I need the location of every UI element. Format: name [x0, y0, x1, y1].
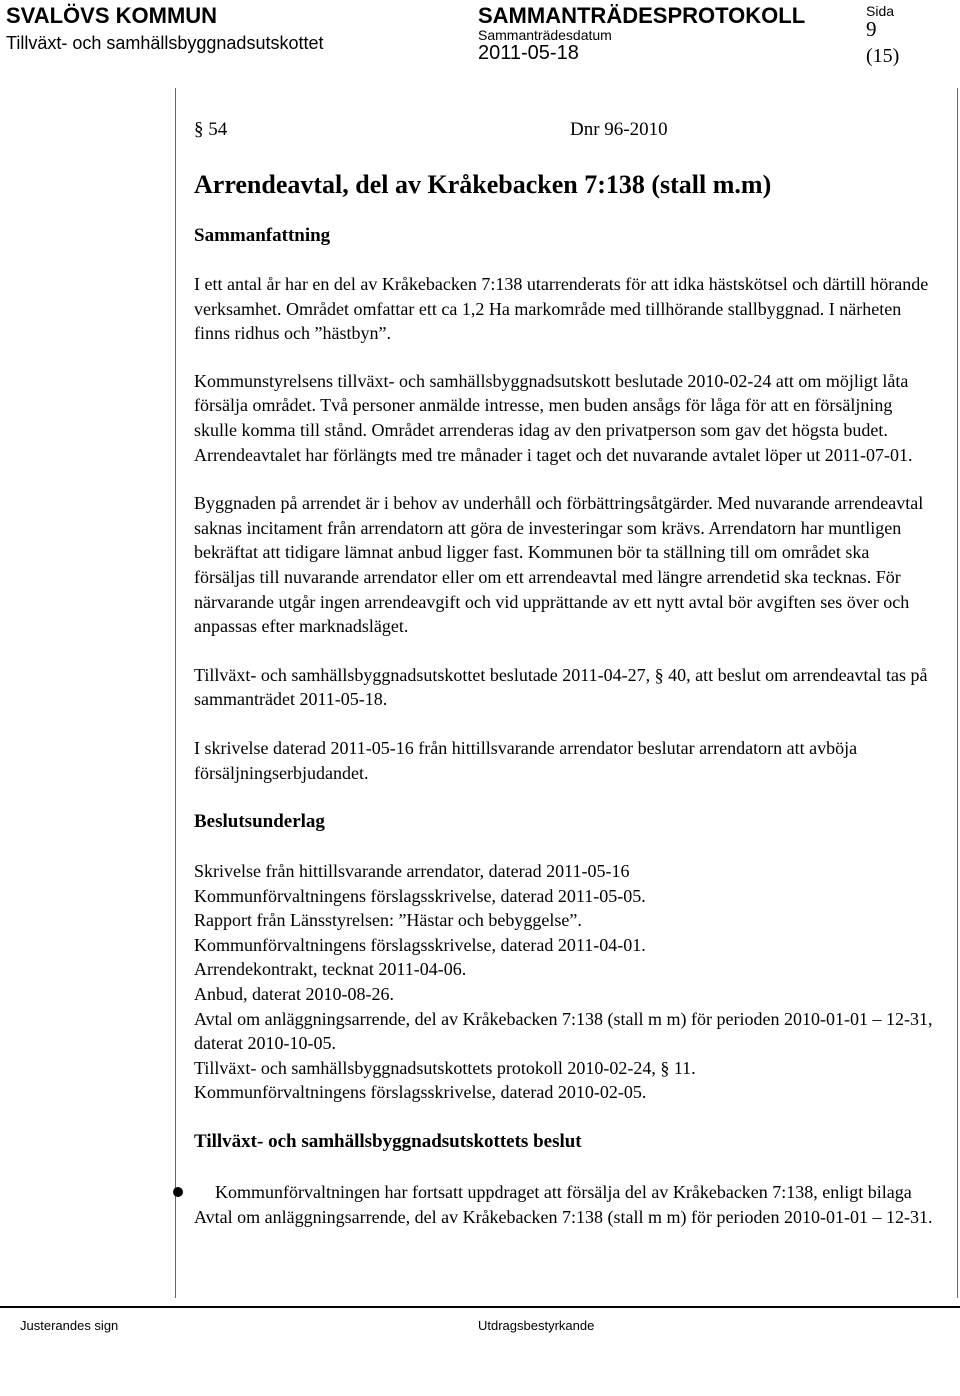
basis-document: Kommunförvaltningens förslagsskrivelse, daterad 2011-05-05.	[194, 885, 646, 906]
footer-divider	[0, 1306, 960, 1308]
summary-heading: Sammanfattning	[194, 225, 331, 246]
meeting-date: 2011-05-18	[478, 42, 579, 64]
paragraph-number: § 54	[194, 119, 228, 140]
left-margin-line	[175, 88, 176, 1298]
summary-paragraph: Tillväxt- och samhällsbyggnadsutskottet beslutade 2011-04-27, § 40, att beslut om arrendeavtal tas på sammanträdet 2011-05-18.	[194, 664, 928, 710]
basis-heading: Beslutsunderlag	[194, 811, 325, 833]
protocol-body	[194, 118, 934, 1229]
basis-document: Arrendekontrakt, tecknat 2011-04-06.	[194, 959, 467, 980]
case-reference-row	[194, 118, 934, 144]
basis-document: Skrivelse från hittillsvarande arrendator, daterad 2011-05-16	[194, 861, 630, 882]
decision-item	[194, 1180, 934, 1229]
utdragsbestyrkande-label: Utdragsbestyrkande	[478, 1318, 595, 1333]
summary-paragraph: I ett antal år har en del av Kråkebacken 7:138 utarrenderats för att idka hästskötsel och därtill hörande verksamhet. Området omfattar ett ca 1,2 Ha markområde med tillhörande stallbyggnad. I närheten finns ridhus och ”hästbyn”.	[194, 274, 929, 344]
basis-document: Anbud, daterat 2010-08-26.	[194, 984, 394, 1005]
basis-document: Kommunförvaltningens förslagsskrivelse, daterad 2010-02-05.	[194, 1082, 647, 1103]
basis-document: Kommunförvaltningens förslagsskrivelse, daterad 2011-04-01.	[194, 934, 646, 955]
basis-document: Tillväxt- och samhällsbyggnadsutskottets protokoll 2010-02-24, § 11.	[194, 1057, 696, 1078]
basis-document: Rapport från Länsstyrelsen: ”Hästar och bebyggelse”.	[194, 910, 582, 931]
page-total: (15)	[866, 45, 900, 67]
summary-paragraph: I skrivelse daterad 2011-05-16 från hittillsvarande arrendator beslutar arrendatorn att avböja försäljningserbjudandet.	[194, 737, 858, 783]
protocol-title: SAMMANTRÄDESPROTOKOLL	[478, 3, 806, 28]
page-label: Sida	[866, 3, 895, 19]
summary-paragraph: Byggnaden på arrendet är i behov av underhåll och förbättringsåtgärder. Med nuvarande arrendeavtal saknas incitament från arrendatorn att göra de investeringar som krävs. Arrendatorn har muntligen bekräftat att tidigare lämnat anbud ligger fast. Kommunen bör ta ställning till om området ska försäljas till nuvarande arrendator eller om ett arrendeavtal med längre arrendetid ska tecknas. För närvarande utgår ingen arrendeavgift och vid upprättande av ett nytt avtal bör avgiften ses över och anpassas efter marknadsläget.	[194, 493, 924, 637]
meeting-date-label: Sammanträdesdatum	[478, 27, 612, 43]
decision-item-text: Kommunförvaltningen har fortsatt uppdraget att försälja del av Kråkebacken 7:138, enligt bilaga Avtal om anläggningsarrende, del av Kråkebacken 7:138 (stall m m) för perioden 2010-01-01 – 12-31.	[194, 1182, 933, 1227]
case-title: Arrendeavtal, del av Kråkebacken 7:138 (stall m.m)	[194, 170, 772, 199]
right-margin-line	[957, 88, 958, 1298]
summary-paragraph: Kommunstyrelsens tillväxt- och samhällsbyggnadsutskott beslutade 2010-02-24 att om möjligt låta försälja området. Två personer anmälde intresse, men buden ansågs för låga för att en försäljning skulle komma till stånd. Området arrenderas idag av den privatperson som gav det högsta budet. Arrendeavtalet har förlängts med tre månader i taget och det nuvarande avtalet löper ut 2011-07-01.	[194, 370, 913, 465]
decision-heading: Tillväxt- och samhällsbyggnadsutskottets beslut	[194, 1131, 582, 1153]
committee-name: Tillväxt- och samhällsbyggnadsutskottet	[6, 33, 324, 53]
decision-list	[194, 1180, 934, 1229]
org-name: SVALÖVS KOMMUN	[6, 3, 218, 28]
page-number: 9	[866, 17, 877, 41]
bullet-icon	[173, 1187, 183, 1197]
justerandes-sign-label: Justerandes sign	[20, 1318, 119, 1333]
basis-document-list	[194, 859, 934, 1105]
case-number: Dnr 96-2010	[570, 119, 668, 140]
basis-document: Avtal om anläggningsarrende, del av Kråkebacken 7:138 (stall m m) för perioden 2010-01-01 – 12-31, daterat 2010-10-05.	[194, 1008, 933, 1054]
